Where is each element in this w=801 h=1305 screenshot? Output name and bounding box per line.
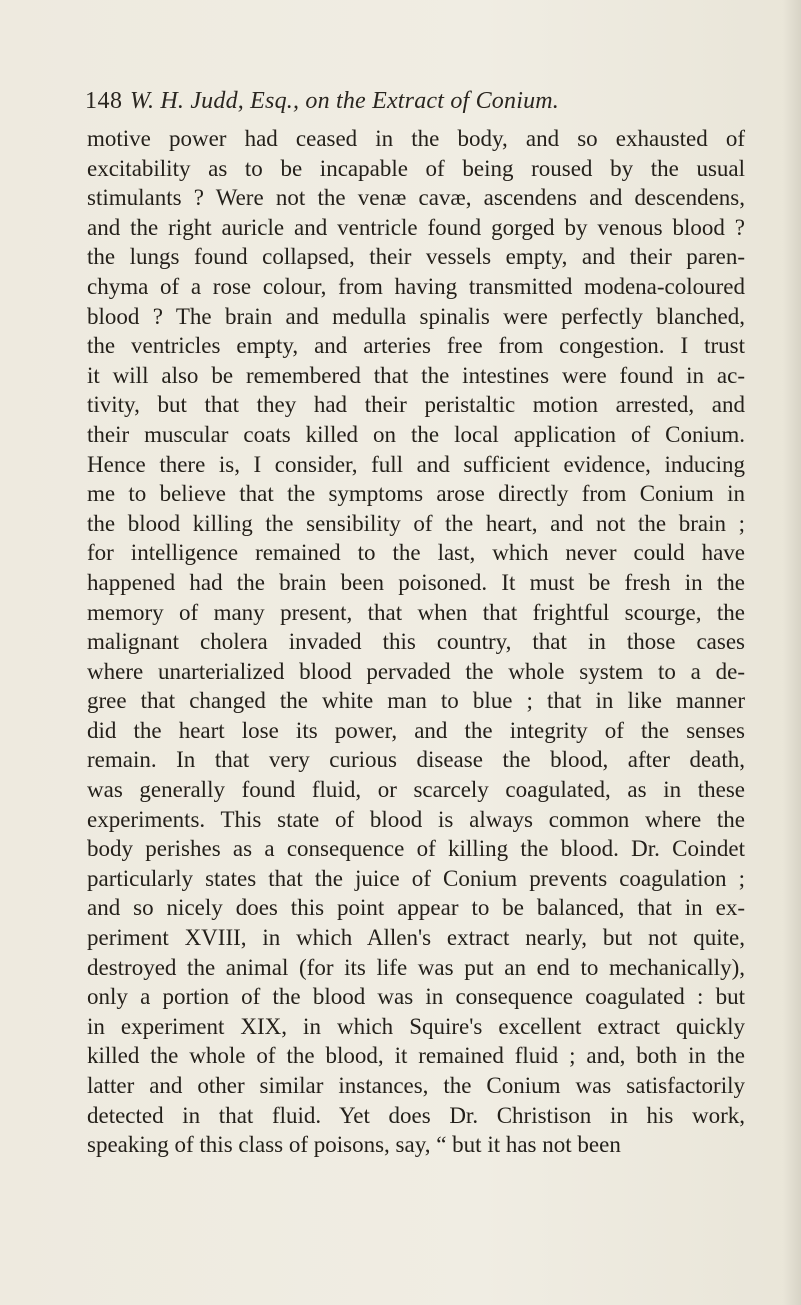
text-line: excitability as to be incapable of being roused by the usual bbox=[87, 155, 745, 181]
text-line: and so nicely does this point appear to be balanced, that in ex- bbox=[87, 895, 745, 921]
text-line: Hence there is, I consider, full and sufficient evidence, inducing bbox=[87, 451, 745, 477]
running-title: W. H. Judd, Esq., on the Extract of Conium. bbox=[130, 88, 560, 114]
text-line: and the right auricle and ventricle found gorged by venous blood ? bbox=[87, 214, 745, 240]
text-line: periment XVIII, in which Allen's extract nearly, but not quite, bbox=[87, 925, 745, 951]
text-line: was generally found fluid, or scarcely coagulated, as in these bbox=[87, 777, 745, 803]
text-line: gree that changed the white man to blue ; that in like manner bbox=[87, 688, 745, 714]
page-header bbox=[85, 84, 725, 124]
text-line: for intelligence remained to the last, which never could have bbox=[87, 540, 745, 566]
text-line: memory of many present, that when that frightful scourge, the bbox=[87, 599, 745, 625]
text-line: happened had the brain been poisoned. It must be fresh in the bbox=[87, 569, 745, 595]
text-line: their muscular coats killed on the local application of Conium. bbox=[87, 421, 745, 447]
page-number: 148 bbox=[85, 88, 123, 114]
text-line: in experiment XIX, in which Squire's excellent extract quickly bbox=[87, 1013, 745, 1039]
text-line: did the heart lose its power, and the integrity of the senses bbox=[87, 717, 745, 743]
text-line: where unarterialized blood pervaded the whole system to a de- bbox=[87, 658, 745, 684]
text-line: the blood killing the sensibility of the heart, and not the brain ; bbox=[87, 510, 745, 536]
text-line: motive power had ceased in the body, and so exhausted of bbox=[87, 126, 745, 151]
text-line: chyma of a rose colour, from having transmitted modena-coloured bbox=[87, 273, 745, 299]
text-line: destroyed the animal (for its life was put an end to mechanically), bbox=[87, 954, 745, 980]
text-line: the ventricles empty, and arteries free from congestion. I trust bbox=[87, 333, 745, 359]
text-line: detected in that fluid. Yet does Dr. Christison in his work, bbox=[87, 1102, 745, 1128]
text-line: particularly states that the juice of Conium prevents coagulation ; bbox=[87, 865, 745, 891]
text-line: speaking of this class of poisons, say, “ but it has not been bbox=[87, 1132, 621, 1158]
page-edge-shadow bbox=[783, 0, 801, 1305]
text-line: the lungs found collapsed, their vessels empty, and their paren- bbox=[87, 244, 745, 270]
text-line: it will also be remembered that the intestines were found in ac- bbox=[87, 362, 745, 388]
body-text bbox=[87, 124, 745, 1160]
text-line: malignant cholera invaded this country, that in those cases bbox=[87, 629, 745, 655]
text-line: blood ? The brain and medulla spinalis were perfectly blanched, bbox=[87, 303, 745, 329]
text-line: experiments. This state of blood is always common where the bbox=[87, 806, 745, 832]
text-line: remain. In that very curious disease the blood, after death, bbox=[87, 747, 745, 773]
text-line: me to believe that the symptoms arose directly from Conium in bbox=[87, 481, 745, 507]
text-line: latter and other similar instances, the Conium was satisfactorily bbox=[87, 1073, 745, 1098]
text-line: stimulants ? Were not the venæ cavæ, ascendens and descendens, bbox=[87, 185, 745, 211]
text-line: body perishes as a consequence of killing the blood. Dr. Coindet bbox=[87, 836, 745, 862]
text-line: only a portion of the blood was in consequence coagulated : but bbox=[87, 984, 745, 1010]
text-line: killed the whole of the blood, it remained fluid ; and, both in the bbox=[87, 1043, 745, 1069]
text-line: tivity, but that they had their peristaltic motion arrested, and bbox=[87, 392, 745, 418]
